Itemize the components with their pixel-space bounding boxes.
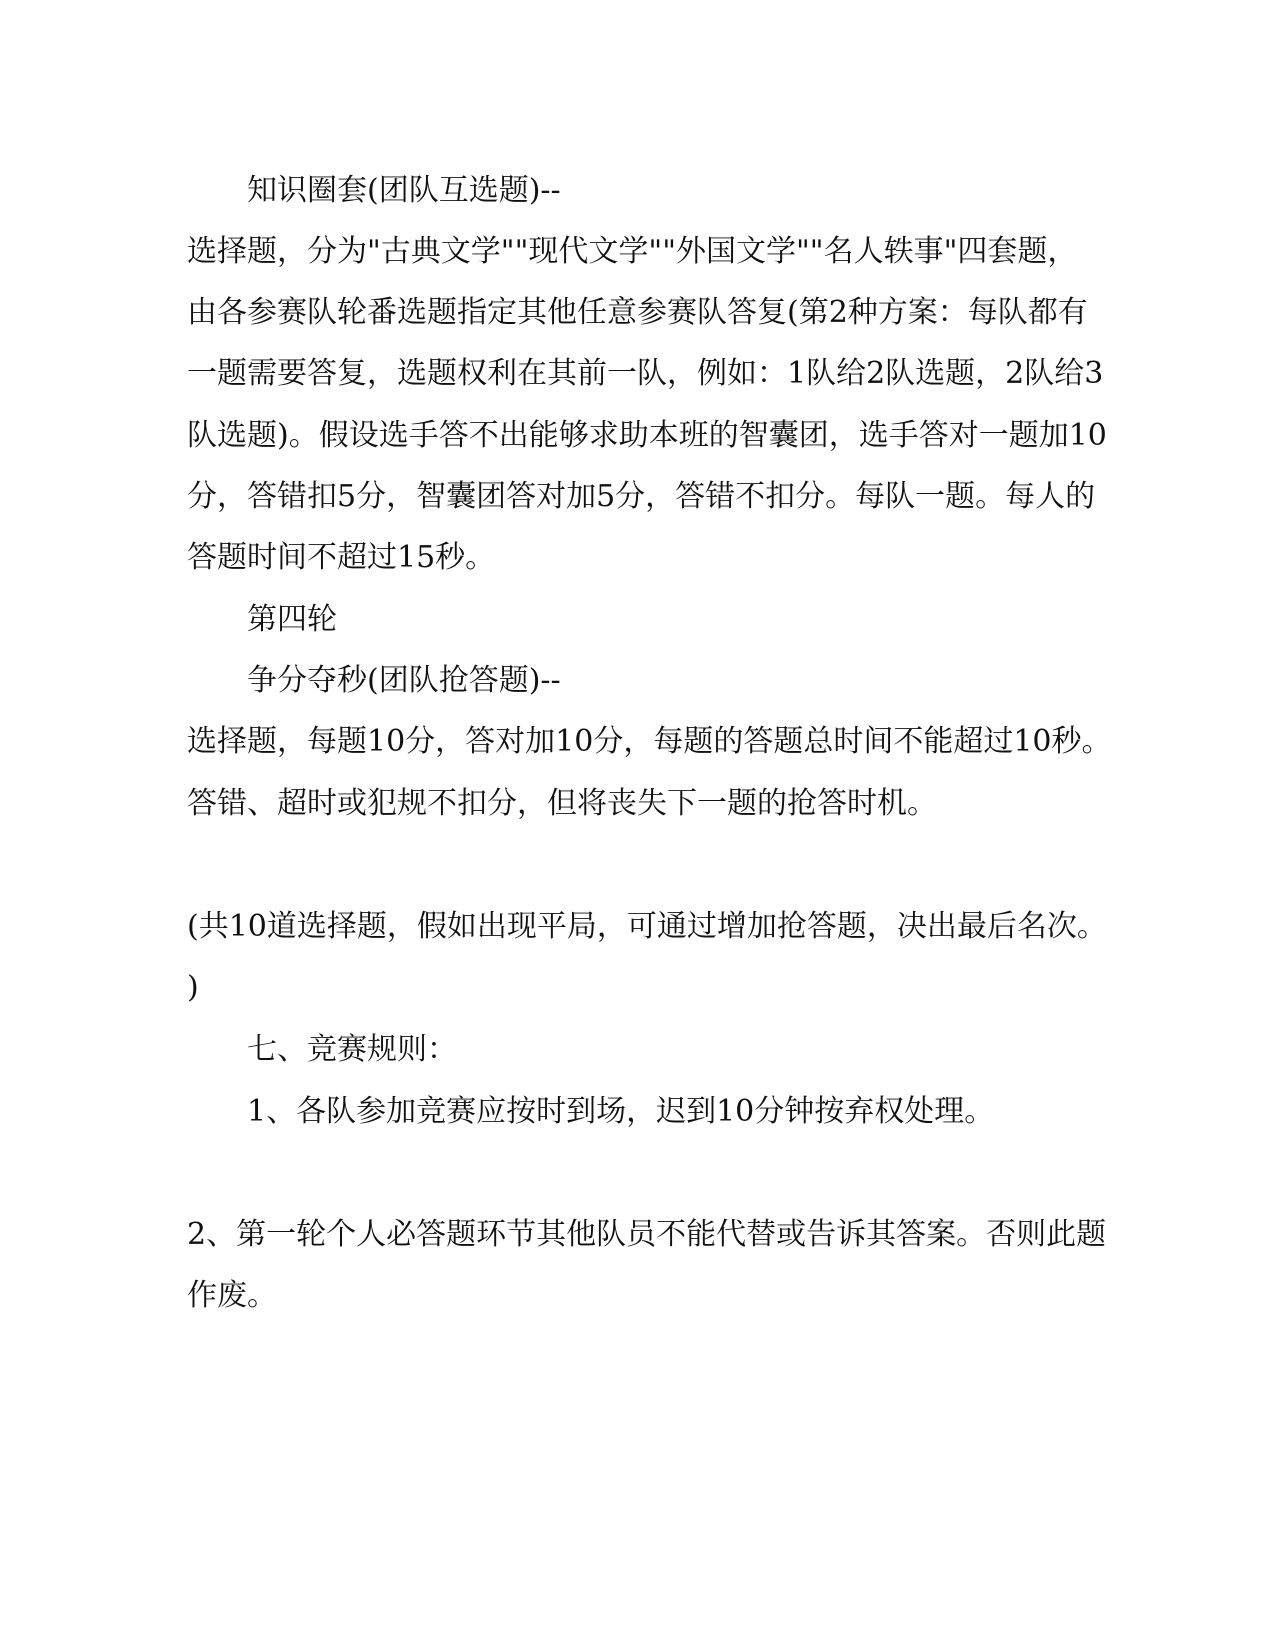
paragraph-line: 一题需要答复，选题权利在其前一队，例如：1队给2队选题，2队给3 xyxy=(187,356,1104,391)
section-heading-rules: 七、竞赛规则： xyxy=(247,1032,457,1067)
rule-item-1: 1、各队参加竞赛应按时到场，迟到10分钟按弃权处理。 xyxy=(247,1094,995,1129)
paragraph-line: 作废。 xyxy=(187,1278,277,1313)
round-heading: 第四轮 xyxy=(247,602,337,637)
paragraph-line: 分，答错扣5分，智囊团答对加5分，答错不扣分。每队一题。每人的 xyxy=(187,479,1096,514)
paragraph-line: ) xyxy=(187,970,199,1005)
rule-item-2: 2、第一轮个人必答题环节其他队员不能代替或告诉其答案。否则此题 xyxy=(187,1217,1107,1252)
paragraph-line: (共10道选择题，假如出现平局，可通过增加抢答题，决出最后名次。 xyxy=(187,909,1107,944)
paragraph-line: 答题时间不超过15秒。 xyxy=(187,540,496,575)
section-heading-knowledge-trap: 知识圈套(团队互选题)-- xyxy=(247,173,561,208)
section-heading-race-against-time: 争分夺秒(团队抢答题)-- xyxy=(247,663,561,698)
paragraph-line: 由各参赛队轮番选题指定其他任意参赛队答复(第2种方案：每队都有 xyxy=(187,295,1088,330)
paragraph-line: 选择题，每题10分，答对加10分，每题的答题总时间不能超过10秒。 xyxy=(187,724,1112,759)
paragraph-line: 答错、超时或犯规不扣分，但将丧失下一题的抢答时机。 xyxy=(187,786,937,821)
paragraph-line: 队选题)。假设选手答不出能够求助本班的智囊团，选手答对一题加10 xyxy=(187,418,1107,453)
paragraph-line: 选择题，分为"古典文学""现代文学""外国文学""名人轶事"四套题， xyxy=(187,234,1078,269)
